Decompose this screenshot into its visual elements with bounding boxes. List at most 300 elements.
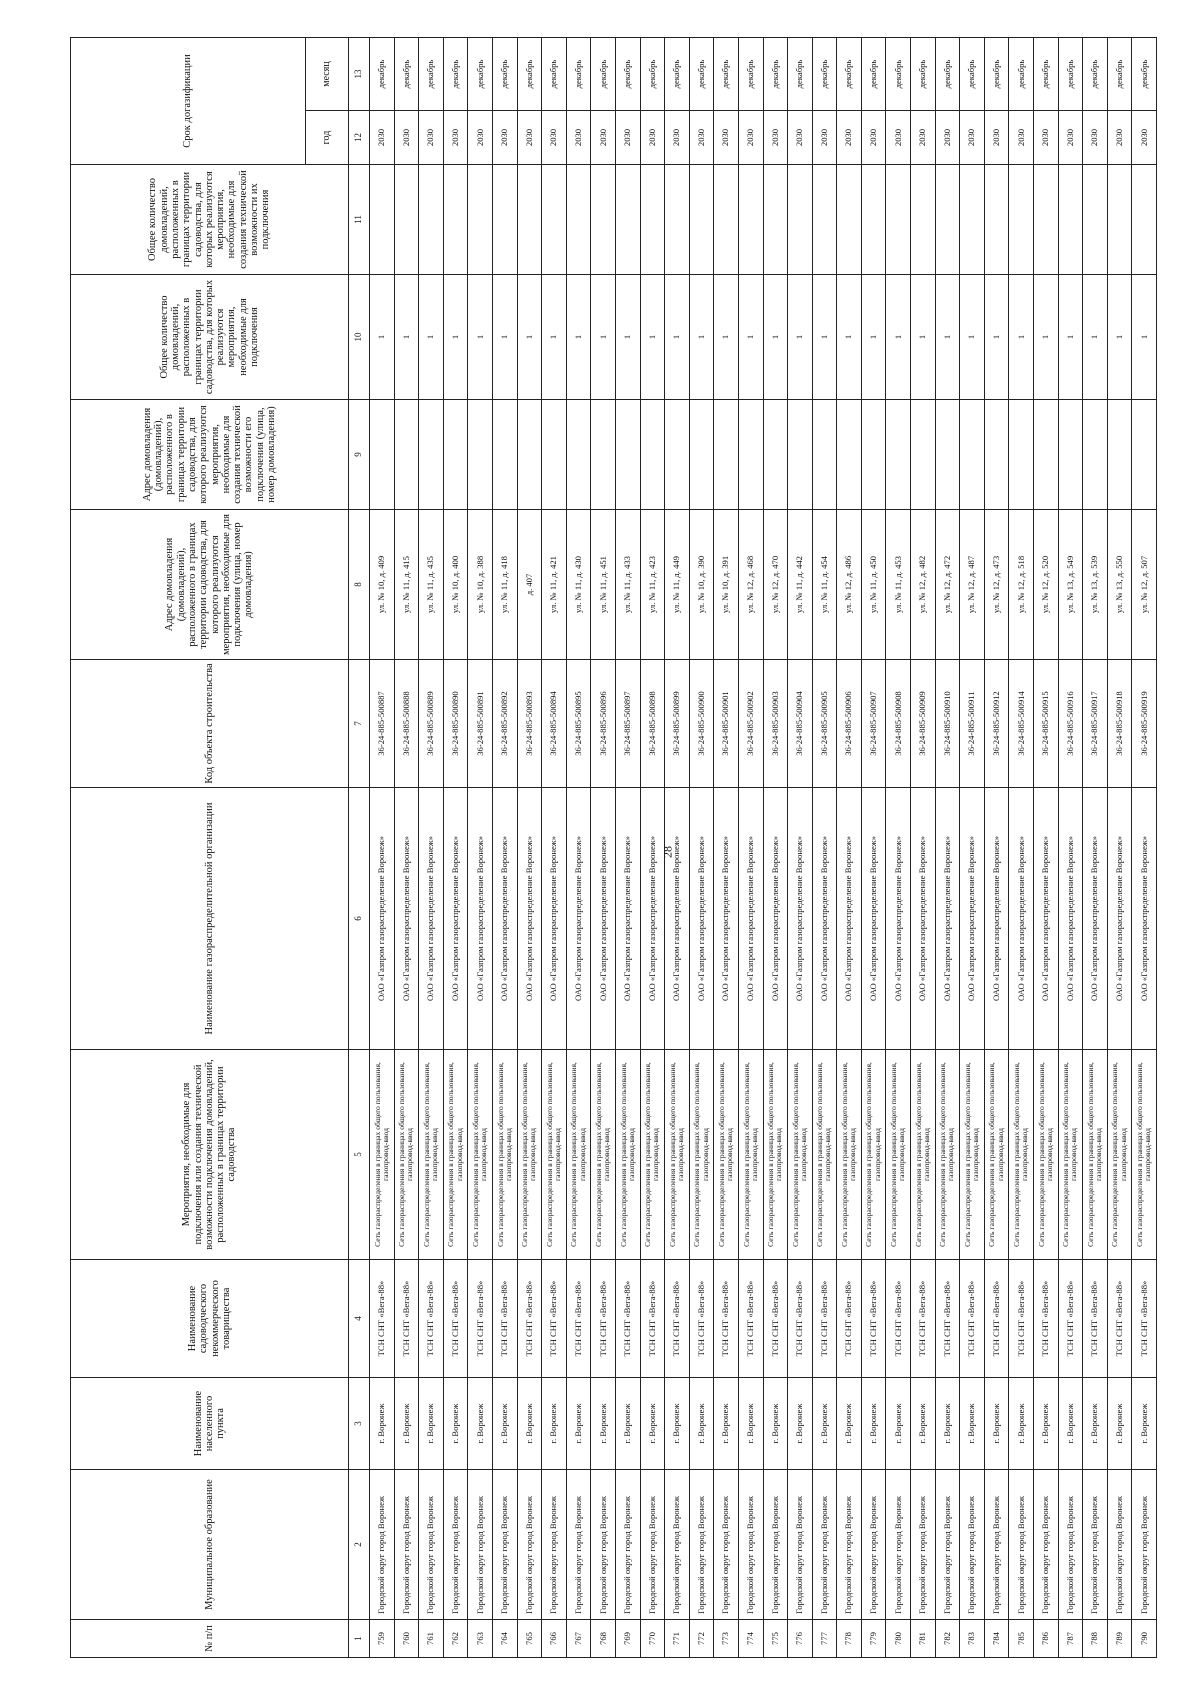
address-capacity-cell xyxy=(566,400,591,510)
count-cell: 1 xyxy=(394,275,419,400)
month-cell: декабрь xyxy=(886,37,911,110)
row-number: 782 xyxy=(935,1620,960,1658)
year-cell: 2030 xyxy=(788,111,813,165)
event-cell: Сеть газораспределения в границах общего пользования, газопровод-ввод xyxy=(591,1050,616,1260)
table-row xyxy=(1009,37,1034,1657)
count-cell: 1 xyxy=(689,275,714,400)
municipality-cell: Городской округ город Воронеж xyxy=(738,1470,763,1620)
address-cell: ул. № 12, д. 487 xyxy=(960,510,985,660)
gas-org-cell: ОАО «Газпром газораспределение Воронеж» xyxy=(566,788,591,1050)
column-number: 3 xyxy=(349,1378,370,1470)
header-snt: Наименование садоводческого некоммерческого товарищества xyxy=(71,1260,349,1378)
row-number: 786 xyxy=(1034,1620,1059,1658)
table-row xyxy=(615,37,640,1657)
count-capacity-cell xyxy=(788,165,813,275)
address-capacity-cell xyxy=(1034,400,1059,510)
address-capacity-cell xyxy=(517,400,542,510)
year-cell: 2030 xyxy=(370,111,395,165)
settlement-cell: г. Воронеж xyxy=(591,1378,616,1470)
settlement-cell: г. Воронеж xyxy=(370,1378,395,1470)
month-cell: декабрь xyxy=(1009,37,1034,110)
municipality-cell: Городской округ город Воронеж xyxy=(960,1470,985,1620)
count-capacity-cell xyxy=(886,165,911,275)
snt-cell: ТСН СНТ «Вега-88» xyxy=(960,1260,985,1378)
address-cell: ул. № 11, д. 421 xyxy=(542,510,567,660)
gasification-table xyxy=(70,37,1157,1658)
address-capacity-cell xyxy=(960,400,985,510)
snt-cell: ТСН СНТ «Вега-88» xyxy=(837,1260,862,1378)
count-cell: 1 xyxy=(517,275,542,400)
settlement-cell: г. Воронеж xyxy=(468,1378,493,1470)
count-capacity-cell xyxy=(984,165,1009,275)
municipality-cell: Городской округ город Воронеж xyxy=(542,1470,567,1620)
gas-org-cell: ОАО «Газпром газораспределение Воронеж» xyxy=(615,788,640,1050)
table-row xyxy=(468,37,493,1657)
snt-cell: ТСН СНТ «Вега-88» xyxy=(1083,1260,1108,1378)
object-code-cell: 36-24-885-500906 xyxy=(837,660,862,788)
object-code-cell: 36-24-885-500908 xyxy=(886,660,911,788)
count-capacity-cell xyxy=(1058,165,1083,275)
event-cell: Сеть газораспределения в границах общего пользования, газопровод-ввод xyxy=(566,1050,591,1260)
year-cell: 2030 xyxy=(1083,111,1108,165)
address-capacity-cell xyxy=(812,400,837,510)
month-cell: декабрь xyxy=(640,37,665,110)
table-row xyxy=(1132,37,1157,1657)
event-cell: Сеть газораспределения в границах общего пользования, газопровод-ввод xyxy=(911,1050,936,1260)
event-cell: Сеть газораспределения в границах общего пользования, газопровод-ввод xyxy=(812,1050,837,1260)
snt-cell: ТСН СНТ «Вега-88» xyxy=(935,1260,960,1378)
gas-org-cell: ОАО «Газпром газораспределение Воронеж» xyxy=(788,788,813,1050)
settlement-cell: г. Воронеж xyxy=(960,1378,985,1470)
column-number: 11 xyxy=(349,165,370,275)
settlement-cell: г. Воронеж xyxy=(615,1378,640,1470)
object-code-cell: 36-24-885-500887 xyxy=(370,660,395,788)
year-cell: 2030 xyxy=(665,111,690,165)
year-cell: 2030 xyxy=(935,111,960,165)
object-code-cell: 36-24-885-500911 xyxy=(960,660,985,788)
table-row xyxy=(1034,37,1059,1657)
month-cell: декабрь xyxy=(935,37,960,110)
address-cell: ул. № 10, д. 390 xyxy=(689,510,714,660)
row-number: 762 xyxy=(443,1620,468,1658)
object-code-cell: 36-24-885-500917 xyxy=(1083,660,1108,788)
count-cell: 1 xyxy=(763,275,788,400)
snt-cell: ТСН СНТ «Вега-88» xyxy=(1107,1260,1132,1378)
count-capacity-cell xyxy=(1132,165,1157,275)
year-cell: 2030 xyxy=(960,111,985,165)
municipality-cell: Городской округ город Воронеж xyxy=(911,1470,936,1620)
address-cell: ул. № 12, д. 486 xyxy=(837,510,862,660)
address-capacity-cell xyxy=(615,400,640,510)
gas-org-cell: ОАО «Газпром газораспределение Воронеж» xyxy=(1132,788,1157,1050)
month-cell: декабрь xyxy=(984,37,1009,110)
count-cell: 1 xyxy=(370,275,395,400)
gas-org-cell: ОАО «Газпром газораспределение Воронеж» xyxy=(1009,788,1034,1050)
address-capacity-cell xyxy=(689,400,714,510)
object-code-cell: 36-24-885-500899 xyxy=(665,660,690,788)
settlement-cell: г. Воронеж xyxy=(714,1378,739,1470)
row-number: 768 xyxy=(591,1620,616,1658)
event-cell: Сеть газораспределения в границах общего пользования, газопровод-ввод xyxy=(763,1050,788,1260)
count-cell: 1 xyxy=(738,275,763,400)
settlement-cell: г. Воронеж xyxy=(640,1378,665,1470)
column-number: 6 xyxy=(349,788,370,1050)
count-cell: 1 xyxy=(419,275,444,400)
event-cell: Сеть газораспределения в границах общего пользования, газопровод-ввод xyxy=(861,1050,886,1260)
count-capacity-cell xyxy=(935,165,960,275)
event-cell: Сеть газораспределения в границах общего пользования, газопровод-ввод xyxy=(419,1050,444,1260)
count-capacity-cell xyxy=(542,165,567,275)
municipality-cell: Городской округ город Воронеж xyxy=(468,1470,493,1620)
snt-cell: ТСН СНТ «Вега-88» xyxy=(492,1260,517,1378)
municipality-cell: Городской округ город Воронеж xyxy=(886,1470,911,1620)
count-cell: 1 xyxy=(1107,275,1132,400)
count-cell: 1 xyxy=(591,275,616,400)
snt-cell: ТСН СНТ «Вега-88» xyxy=(566,1260,591,1378)
snt-cell: ТСН СНТ «Вега-88» xyxy=(1132,1260,1157,1378)
gas-org-cell: ОАО «Газпром газораспределение Воронеж» xyxy=(1034,788,1059,1050)
row-number: 765 xyxy=(517,1620,542,1658)
settlement-cell: г. Воронеж xyxy=(861,1378,886,1470)
table-row xyxy=(837,37,862,1657)
table-row xyxy=(370,37,395,1657)
row-number: 767 xyxy=(566,1620,591,1658)
month-cell: декабрь xyxy=(1107,37,1132,110)
row-number: 779 xyxy=(861,1620,886,1658)
municipality-cell: Городской округ город Воронеж xyxy=(812,1470,837,1620)
snt-cell: ТСН СНТ «Вега-88» xyxy=(812,1260,837,1378)
year-cell: 2030 xyxy=(566,111,591,165)
address-cell: ул. № 11, д. 418 xyxy=(492,510,517,660)
settlement-cell: г. Воронеж xyxy=(492,1378,517,1470)
settlement-cell: г. Воронеж xyxy=(788,1378,813,1470)
column-number: 13 xyxy=(349,37,370,110)
gas-org-cell: ОАО «Газпром газораспределение Воронеж» xyxy=(665,788,690,1050)
address-cell: ул. № 11, д. 415 xyxy=(394,510,419,660)
count-capacity-cell xyxy=(1083,165,1108,275)
address-capacity-cell xyxy=(394,400,419,510)
snt-cell: ТСН СНТ «Вега-88» xyxy=(886,1260,911,1378)
month-cell: декабрь xyxy=(468,37,493,110)
rotated-page xyxy=(70,38,1153,1658)
row-number: 760 xyxy=(394,1620,419,1658)
address-cell: ул. № 12, д. 470 xyxy=(763,510,788,660)
table-row xyxy=(591,37,616,1657)
table-row xyxy=(984,37,1009,1657)
header-count-connection: Общее количество домовладений, расположенных в границах территории садоводства, для которых реализуются мероприятия, необходимые для подключения xyxy=(71,275,349,400)
column-number: 2 xyxy=(349,1470,370,1620)
municipality-cell: Городской округ город Воронеж xyxy=(665,1470,690,1620)
count-cell: 1 xyxy=(714,275,739,400)
count-cell: 1 xyxy=(665,275,690,400)
page-number: 28 xyxy=(660,846,675,858)
address-capacity-cell xyxy=(370,400,395,510)
table-row xyxy=(886,37,911,1657)
gas-org-cell: ОАО «Газпром газораспределение Воронеж» xyxy=(468,788,493,1050)
address-cell: ул. № 12, д. 473 xyxy=(984,510,1009,660)
gas-org-cell: ОАО «Газпром газораспределение Воронеж» xyxy=(542,788,567,1050)
address-capacity-cell xyxy=(911,400,936,510)
event-cell: Сеть газораспределения в границах общего пользования, газопровод-ввод xyxy=(1132,1050,1157,1260)
count-capacity-cell xyxy=(763,165,788,275)
month-cell: декабрь xyxy=(763,37,788,110)
count-cell: 1 xyxy=(960,275,985,400)
count-capacity-cell xyxy=(1009,165,1034,275)
table-row xyxy=(812,37,837,1657)
month-cell: декабрь xyxy=(665,37,690,110)
settlement-cell: г. Воронеж xyxy=(665,1378,690,1470)
address-cell: ул. № 11, д. 430 xyxy=(566,510,591,660)
count-capacity-cell xyxy=(1107,165,1132,275)
settlement-cell: г. Воронеж xyxy=(837,1378,862,1470)
snt-cell: ТСН СНТ «Вега-88» xyxy=(542,1260,567,1378)
object-code-cell: 36-24-885-500896 xyxy=(591,660,616,788)
settlement-cell: г. Воронеж xyxy=(984,1378,1009,1470)
address-cell: ул. № 12, д. 507 xyxy=(1132,510,1157,660)
object-code-cell: 36-24-885-500919 xyxy=(1132,660,1157,788)
count-cell: 1 xyxy=(861,275,886,400)
object-code-cell: 36-24-885-500894 xyxy=(542,660,567,788)
header-year: год xyxy=(306,111,349,165)
address-cell: ул. № 11, д. 454 xyxy=(812,510,837,660)
municipality-cell: Городской округ город Воронеж xyxy=(1107,1470,1132,1620)
settlement-cell: г. Воронеж xyxy=(886,1378,911,1470)
month-cell: декабрь xyxy=(861,37,886,110)
snt-cell: ТСН СНТ «Вега-88» xyxy=(984,1260,1009,1378)
count-cell: 1 xyxy=(1009,275,1034,400)
municipality-cell: Городской округ город Воронеж xyxy=(591,1470,616,1620)
address-capacity-cell xyxy=(468,400,493,510)
month-cell: декабрь xyxy=(714,37,739,110)
count-capacity-cell xyxy=(517,165,542,275)
gas-org-cell: ОАО «Газпром газораспределение Воронеж» xyxy=(1083,788,1108,1050)
snt-cell: ТСН СНТ «Вега-88» xyxy=(665,1260,690,1378)
column-number: 4 xyxy=(349,1260,370,1378)
address-cell: ул. № 12, д. 520 xyxy=(1034,510,1059,660)
table-row xyxy=(665,37,690,1657)
event-cell: Сеть газораспределения в границах общего пользования, газопровод-ввод xyxy=(615,1050,640,1260)
table-row xyxy=(419,37,444,1657)
address-capacity-cell xyxy=(886,400,911,510)
month-cell: декабрь xyxy=(517,37,542,110)
address-capacity-cell xyxy=(665,400,690,510)
snt-cell: ТСН СНТ «Вега-88» xyxy=(468,1260,493,1378)
count-capacity-cell xyxy=(960,165,985,275)
table-row xyxy=(443,37,468,1657)
address-capacity-cell xyxy=(763,400,788,510)
address-capacity-cell xyxy=(419,400,444,510)
event-cell: Сеть газораспределения в границах общего пользования, газопровод-ввод xyxy=(370,1050,395,1260)
header-count-capacity: Общее количество домовладений, расположенных в границах территории садоводства, для которых реализуются мероприятия, необходимые для создания технической возможности их подключения xyxy=(71,165,349,275)
table-body xyxy=(370,37,1157,1657)
gas-org-cell: ОАО «Газпром газораспределение Воронеж» xyxy=(370,788,395,1050)
event-cell: Сеть газораспределения в границах общего пользования, газопровод-ввод xyxy=(468,1050,493,1260)
event-cell: Сеть газораспределения в границах общего пользования, газопровод-ввод xyxy=(1107,1050,1132,1260)
header-address-connection: Адрес домовладения (домовладений), расположенного в границах территории садоводства, для которого реализуются мероприятия, необходимые для подключения (улица, номер домовладения) xyxy=(71,510,349,660)
address-cell: ул. № 13, д. 539 xyxy=(1083,510,1108,660)
address-cell: ул. № 12, д. 482 xyxy=(911,510,936,660)
snt-cell: ТСН СНТ «Вега-88» xyxy=(1034,1260,1059,1378)
snt-cell: ТСН СНТ «Вега-88» xyxy=(763,1260,788,1378)
table-row xyxy=(788,37,813,1657)
count-cell: 1 xyxy=(615,275,640,400)
year-cell: 2030 xyxy=(591,111,616,165)
snt-cell: ТСН СНТ «Вега-88» xyxy=(1058,1260,1083,1378)
settlement-cell: г. Воронеж xyxy=(1083,1378,1108,1470)
event-cell: Сеть газораспределения в границах общего пользования, газопровод-ввод xyxy=(984,1050,1009,1260)
object-code-cell: 36-24-885-500901 xyxy=(714,660,739,788)
table-row xyxy=(1083,37,1108,1657)
snt-cell: ТСН СНТ «Вега-88» xyxy=(911,1260,936,1378)
month-cell: декабрь xyxy=(1083,37,1108,110)
row-number: 763 xyxy=(468,1620,493,1658)
municipality-cell: Городской округ город Воронеж xyxy=(1132,1470,1157,1620)
address-capacity-cell xyxy=(542,400,567,510)
column-number: 10 xyxy=(349,275,370,400)
municipality-cell: Городской округ город Воронеж xyxy=(1083,1470,1108,1620)
table-row xyxy=(640,37,665,1657)
column-number: 1 xyxy=(349,1620,370,1658)
address-cell: д. 407 xyxy=(517,510,542,660)
column-number: 7 xyxy=(349,660,370,788)
year-cell: 2030 xyxy=(517,111,542,165)
address-cell: ул. № 10, д. 400 xyxy=(443,510,468,660)
count-capacity-cell xyxy=(419,165,444,275)
snt-cell: ТСН СНТ «Вега-88» xyxy=(443,1260,468,1378)
event-cell: Сеть газораспределения в границах общего пользования, газопровод-ввод xyxy=(886,1050,911,1260)
year-cell: 2030 xyxy=(812,111,837,165)
settlement-cell: г. Воронеж xyxy=(394,1378,419,1470)
year-cell: 2030 xyxy=(1034,111,1059,165)
address-capacity-cell xyxy=(935,400,960,510)
object-code-cell: 36-24-885-500892 xyxy=(492,660,517,788)
gas-org-cell: ОАО «Газпром газораспределение Воронеж» xyxy=(1107,788,1132,1050)
row-number: 759 xyxy=(370,1620,395,1658)
settlement-cell: г. Воронеж xyxy=(911,1378,936,1470)
object-code-cell: 36-24-885-500904 xyxy=(788,660,813,788)
event-cell: Сеть газораспределения в границах общего пользования, газопровод-ввод xyxy=(640,1050,665,1260)
table-row xyxy=(738,37,763,1657)
address-capacity-cell xyxy=(714,400,739,510)
settlement-cell: г. Воронеж xyxy=(566,1378,591,1470)
row-number: 777 xyxy=(812,1620,837,1658)
address-cell: ул. № 10, д. 388 xyxy=(468,510,493,660)
object-code-cell: 36-24-885-500888 xyxy=(394,660,419,788)
address-capacity-cell xyxy=(443,400,468,510)
settlement-cell: г. Воронеж xyxy=(1058,1378,1083,1470)
column-number: 8 xyxy=(349,510,370,660)
address-cell: ул. № 12, д. 518 xyxy=(1009,510,1034,660)
gas-org-cell: ОАО «Газпром газораспределение Воронеж» xyxy=(394,788,419,1050)
municipality-cell: Городской округ город Воронеж xyxy=(714,1470,739,1620)
event-cell: Сеть газораспределения в границах общего пользования, газопровод-ввод xyxy=(837,1050,862,1260)
count-capacity-cell xyxy=(566,165,591,275)
address-capacity-cell xyxy=(788,400,813,510)
address-cell: ул. № 11, д. 449 xyxy=(665,510,690,660)
header-municipality: Муниципальное образование xyxy=(71,1470,349,1620)
month-cell: декабрь xyxy=(591,37,616,110)
month-cell: декабрь xyxy=(370,37,395,110)
gas-org-cell: ОАО «Газпром газораспределение Воронеж» xyxy=(960,788,985,1050)
settlement-cell: г. Воронеж xyxy=(738,1378,763,1470)
column-number-row xyxy=(349,37,370,1657)
object-code-cell: 36-24-885-500914 xyxy=(1009,660,1034,788)
month-cell: декабрь xyxy=(542,37,567,110)
address-capacity-cell xyxy=(492,400,517,510)
municipality-cell: Городской округ город Воронеж xyxy=(935,1470,960,1620)
municipality-cell: Городской округ город Воронеж xyxy=(517,1470,542,1620)
month-cell: декабрь xyxy=(394,37,419,110)
settlement-cell: г. Воронеж xyxy=(812,1378,837,1470)
month-cell: декабрь xyxy=(788,37,813,110)
count-cell: 1 xyxy=(935,275,960,400)
snt-cell: ТСН СНТ «Вега-88» xyxy=(517,1260,542,1378)
snt-cell: ТСН СНТ «Вега-88» xyxy=(861,1260,886,1378)
count-cell: 1 xyxy=(492,275,517,400)
object-code-cell: 36-24-885-500902 xyxy=(738,660,763,788)
municipality-cell: Городской округ город Воронеж xyxy=(984,1470,1009,1620)
municipality-cell: Городской округ город Воронеж xyxy=(492,1470,517,1620)
object-code-cell: 36-24-885-500895 xyxy=(566,660,591,788)
municipality-cell: Городской округ город Воронеж xyxy=(1009,1470,1034,1620)
count-capacity-cell xyxy=(443,165,468,275)
table-row xyxy=(763,37,788,1657)
month-cell: декабрь xyxy=(419,37,444,110)
table-row xyxy=(861,37,886,1657)
gas-org-cell: ОАО «Газпром газораспределение Воронеж» xyxy=(763,788,788,1050)
object-code-cell: 36-24-885-500900 xyxy=(689,660,714,788)
settlement-cell: г. Воронеж xyxy=(763,1378,788,1470)
municipality-cell: Городской округ город Воронеж xyxy=(394,1470,419,1620)
gas-org-cell: ОАО «Газпром газораспределение Воронеж» xyxy=(517,788,542,1050)
year-cell: 2030 xyxy=(443,111,468,165)
row-number: 774 xyxy=(738,1620,763,1658)
address-cell: ул. № 11, д. 453 xyxy=(886,510,911,660)
year-cell: 2030 xyxy=(1107,111,1132,165)
settlement-cell: г. Воронеж xyxy=(1107,1378,1132,1470)
month-cell: декабрь xyxy=(1058,37,1083,110)
object-code-cell: 36-24-885-500916 xyxy=(1058,660,1083,788)
count-capacity-cell xyxy=(1034,165,1059,275)
address-capacity-cell xyxy=(1083,400,1108,510)
municipality-cell: Городской округ город Воронеж xyxy=(419,1470,444,1620)
month-cell: декабрь xyxy=(443,37,468,110)
municipality-cell: Городской округ город Воронеж xyxy=(689,1470,714,1620)
year-cell: 2030 xyxy=(615,111,640,165)
count-capacity-cell xyxy=(615,165,640,275)
object-code-cell: 36-24-885-500903 xyxy=(763,660,788,788)
address-capacity-cell xyxy=(861,400,886,510)
municipality-cell: Городской округ город Воронеж xyxy=(861,1470,886,1620)
header-address-capacity: Адрес домовладения (домовладений), расположенного в границах территории садоводства, для которого реализуются мероприятия, необходимые для создания технической возможности его подключения (улица, номер домовладения) xyxy=(71,400,349,510)
row-number: 789 xyxy=(1107,1620,1132,1658)
year-cell: 2030 xyxy=(861,111,886,165)
column-number: 12 xyxy=(349,111,370,165)
settlement-cell: г. Воронеж xyxy=(1132,1378,1157,1470)
year-cell: 2030 xyxy=(419,111,444,165)
event-cell: Сеть газораспределения в границах общего пользования, газопровод-ввод xyxy=(1083,1050,1108,1260)
count-capacity-cell xyxy=(665,165,690,275)
gas-org-cell: ОАО «Газпром газораспределение Воронеж» xyxy=(886,788,911,1050)
header-month: месяц xyxy=(306,37,349,110)
year-cell: 2030 xyxy=(394,111,419,165)
count-cell: 1 xyxy=(640,275,665,400)
address-capacity-cell xyxy=(1132,400,1157,510)
year-cell: 2030 xyxy=(738,111,763,165)
gas-org-cell: ОАО «Газпром газораспределение Воронеж» xyxy=(1058,788,1083,1050)
gas-org-cell: ОАО «Газпром газораспределение Воронеж» xyxy=(689,788,714,1050)
table-row xyxy=(517,37,542,1657)
